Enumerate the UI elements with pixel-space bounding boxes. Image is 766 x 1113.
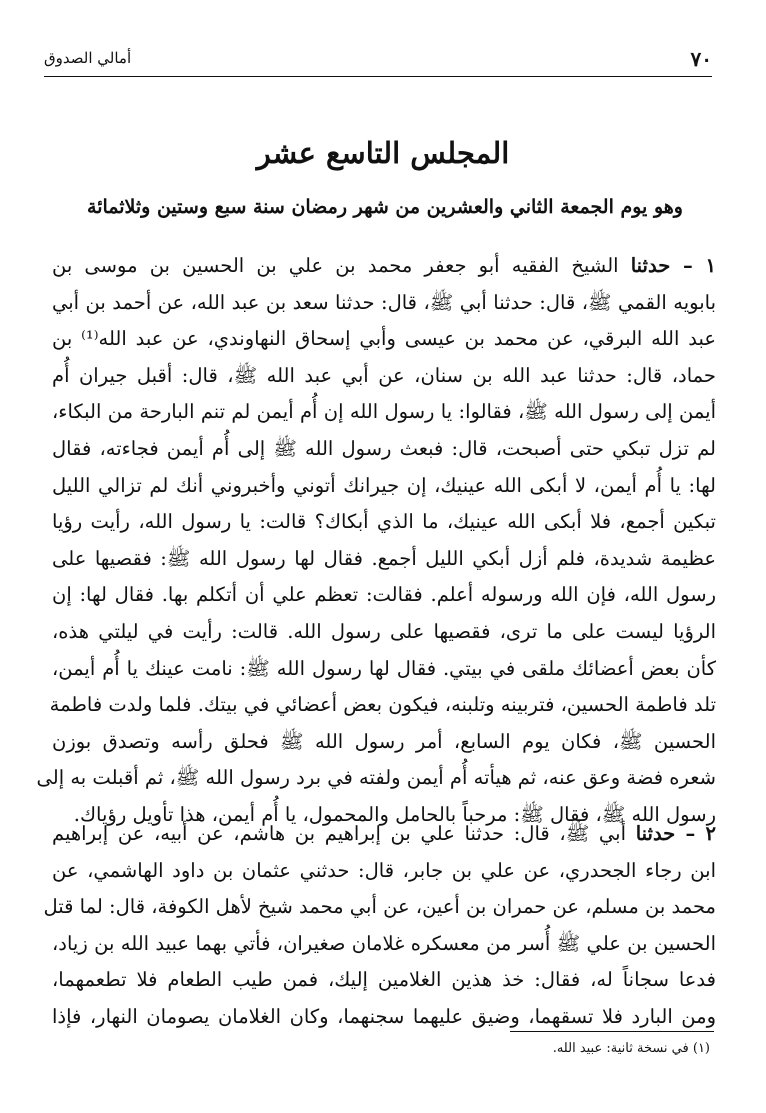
text-line: تلد فاطمة الحسين، فتربينه وتلبنه، فيكون بعض أعضائي في بيتك. فلما ولدت فاطمة [49, 693, 716, 717]
text-line: عبد الله البرقي، عن محمد بن عيسى وأبي إسحاق النهاوندي، عن عبد الله⁽¹⁾ بن [52, 327, 716, 351]
hadith-1 [36, 248, 717, 834]
text-line: شعره فضة وعق عنه، ثم هيأته أُم أيمن ولفته في برد رسول الله ﷺ، ثم أقبلت به إلى [36, 766, 716, 790]
page-number: ٧٠ [690, 47, 712, 71]
text-line: فدعا سجاناً له، فقال: خذ هذين الغلامين إليك، فمن طيب الطعام فلا تطعمهما، [52, 968, 716, 992]
text-line: رسول الله، فإن الله ورسوله أعلم. فقالت: تعظم علي أن أتكلم بها. فقال لها: إن [52, 583, 716, 607]
text-line: ابن رجاء الجحدري، عن علي بن جابر، قال: حدثني عثمان بن داود الهاشمي، عن [52, 858, 716, 882]
footnote: (١) في نسخة ثانية: عبيد الله. [552, 1041, 710, 1056]
text-line: كأن بعض أعضائك ملقى في بيتي. فقال لها رسول الله ﷺ: نامت عينك يا أُم أيمن، [52, 656, 716, 680]
running-header [44, 40, 712, 77]
hadith-number: ٢ – حدثنا [635, 822, 716, 845]
text-line: حماد، قال: حدثنا عبد الله بن سنان، عن أبي عبد الله ﷺ، قال: أقبل جيران أُم [52, 363, 716, 387]
text-line: بابويه القمي ﷺ، قال: حدثنا أبي ﷺ، قال: حدثنا سعد بن عبد الله، عن أحمد بن أبي [52, 290, 716, 314]
text-line: رسول الله ﷺ، فقال ﷺ: مرحباً بالحامل والمحمول، يا أُم أيمن، هذا تأويل رؤياك. [73, 802, 716, 826]
hadith-2 [43, 816, 716, 1036]
text-line: لم تزل تبكي حتى أصبحت، قال: فبعث رسول الله ﷺ إلى أُم أيمن فجاءته، فقال [52, 436, 716, 460]
text-line: ١ – حدثنا الشيخ الفقيه أبو جعفر محمد بن علي بن الحسين بن موسى بن [52, 254, 717, 277]
hadith-number: ١ – حدثنا [630, 254, 717, 277]
text-line: ومن البارد فلا تسقهما، وضيق عليهما سجنهما، وكان الغلامان يصومان النهار، فإذا [52, 1004, 716, 1028]
text-line: عظيمة شديدة، فلم أزل أبكي الليل أجمع. فقال لها رسول الله ﷺ: فقصيها على [52, 546, 716, 570]
text-line: الحسين ﷺ، فكان يوم السابع، أمر رسول الله ﷺ فحلق رأسه وتصدق بوزن [52, 729, 716, 753]
text-line: أيمن إلى رسول الله ﷺ، فقالوا: يا رسول الله إن أُم أيمن لم تنم البارحة من البكاء، [52, 400, 716, 424]
book-title: أمالي الصدوق [44, 49, 132, 67]
session-subtitle: وهو يوم الجمعة الثاني والعشرين من شهر رمضان سنة سبع وستين وثلاثمائة [87, 196, 683, 218]
text-line: محمد بن مسلم، عن حمران بن أعين، عن أبي محمد شيخ لأهل الكوفة، قال: لما قتل [43, 895, 716, 919]
text-line: الحسين بن علي ﷺ أُسر من معسكره غلامان صغيران، فأتي بهما عبيد الله بن زياد، [52, 931, 716, 955]
text-line: الرؤيا ليست على ما ترى، فقصيها على رسول الله. قالت: رأيت في ليلتي هذه، [52, 619, 716, 643]
text-line: لها: يا أُم أيمن، لا أبكى الله عينيك، إن جيرانك أتوني وأخبروني أنك لم تزالي الليل [52, 473, 716, 497]
text-line: ٢ – حدثنا أبي ﷺ، قال: حدثنا علي بن إبراهيم بن هاشم، عن أبيه، عن إبراهيم [52, 822, 716, 845]
text-line: تبكين أجمع، فلا أبكى الله عينيك، ما الذي أبكاك؟ قالت: يا رسول الله، رأيت رؤيا [52, 510, 716, 534]
footnote-divider [510, 1031, 714, 1032]
session-title: المجلس التاسع عشر [256, 136, 510, 170]
